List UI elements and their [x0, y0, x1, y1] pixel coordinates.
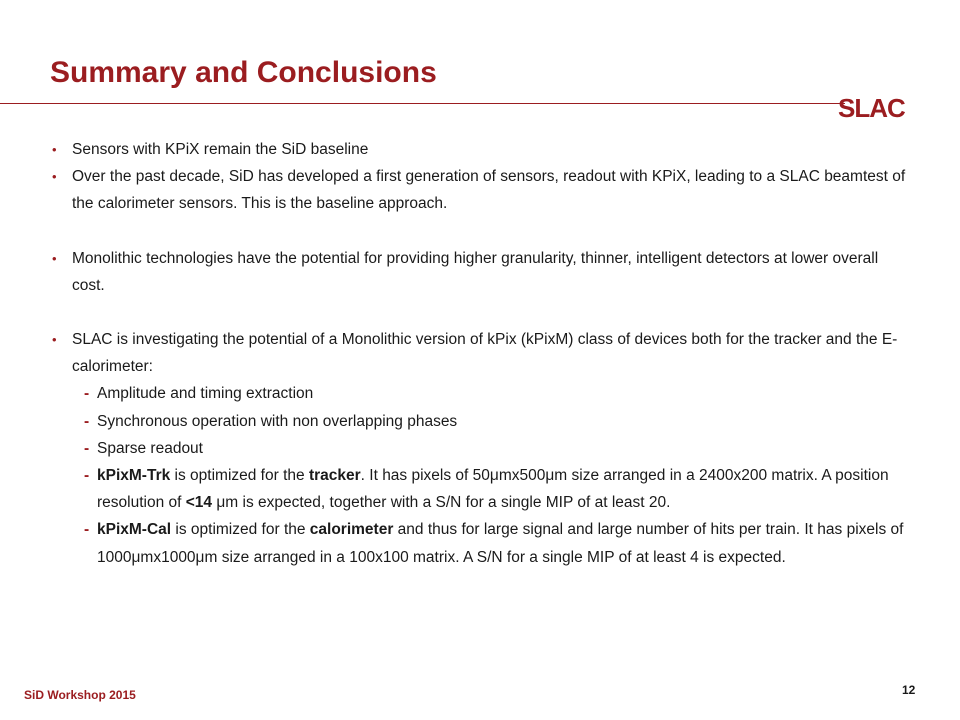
footer-label: SiD Workshop 2015: [24, 688, 136, 702]
sub-bullet-item: [52, 462, 912, 516]
bullet-item: [52, 245, 912, 299]
dash-icon: -: [84, 439, 90, 457]
emphasis: <14: [185, 494, 213, 512]
text-fragment: . It has pixels of 50μmx500μm size arranged in a 2400x200 matrix. A position resolution of: [97, 467, 889, 512]
bullet-text: Sensors with KPiX remain the SiD baseline: [72, 141, 369, 158]
bullet-text: Monolithic technologies have the potential for providing higher granularity, thinner, intelligent detectors at lower overall cost.: [72, 249, 879, 294]
sub-bullet-item: [52, 408, 912, 435]
bullet-item: [52, 326, 912, 380]
text-fragment: μm is expected, together with a S/N for a single MIP of at least 20.: [212, 494, 671, 512]
bullet-icon: •: [52, 332, 57, 348]
text-fragment: is optimized for the: [171, 521, 310, 539]
slac-logo: [838, 92, 918, 126]
bullet-icon: •: [52, 250, 57, 266]
emphasis: tracker: [308, 467, 361, 485]
dash-icon: -: [84, 521, 90, 539]
dash-icon: -: [84, 467, 90, 485]
sub-bullet-text: [97, 467, 889, 511]
bullet-text: Over the past decade, SiD has developed a first generation of sensors, readout with KPiX, leading to a SLAC beamtest of the calorimeter sensors. This is the baseline approach.: [72, 168, 906, 213]
device-name: kPixM-Trk: [97, 467, 171, 485]
bullet-item: [52, 163, 912, 217]
bullet-icon: •: [52, 169, 57, 185]
emphasis: calorimeter: [309, 521, 394, 539]
bullet-item: [52, 136, 912, 163]
title-divider: [0, 103, 845, 104]
slide-title: Summary and Conclusions: [50, 56, 437, 89]
sub-bullet-item: [52, 435, 912, 462]
sub-bullet-text: Amplitude and timing extraction: [97, 385, 314, 403]
sub-bullet-text: [97, 521, 903, 565]
sub-bullet-text: Synchronous operation with non overlapping phases: [97, 412, 458, 430]
device-name: kPixM-Cal: [97, 521, 172, 539]
page-number: 12: [902, 683, 916, 697]
bullet-icon: •: [52, 142, 57, 157]
text-fragment: is optimized for the: [170, 467, 309, 485]
sub-bullet-text: Sparse readout: [97, 439, 203, 457]
sub-bullet-item: [52, 380, 912, 407]
svg-text:SLAC: SLAC: [838, 93, 905, 123]
sub-bullet-item: [52, 516, 912, 570]
slide-body: [52, 136, 912, 571]
dash-icon: -: [84, 412, 90, 430]
dash-icon: -: [84, 385, 90, 403]
bullet-text: SLAC is investigating the potential of a Monolithic version of kPix (kPixM) class of devices both for the tracker and the E-calorimeter:: [72, 331, 898, 376]
text-fragment: and thus for large signal and large number of hits per train. It has pixels of 1000μmx1000μm size arranged in a 100x100 matrix. A S/N for a single MIP of at least 4 is expected.: [97, 521, 904, 566]
